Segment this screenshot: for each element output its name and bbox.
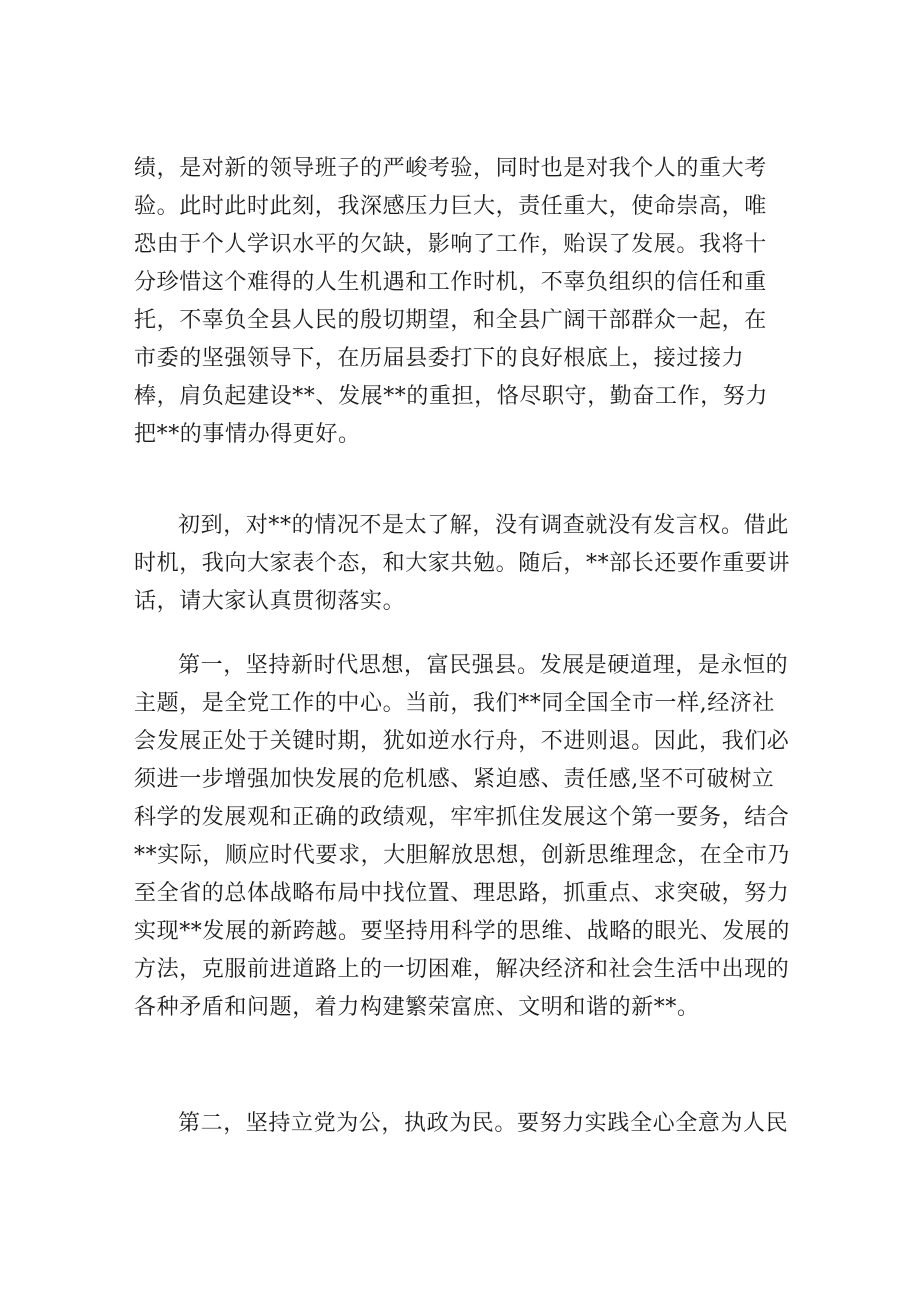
text-line: 方法，克服前进道路上的一切困难，解决经济和社会生活中出现的 bbox=[134, 957, 790, 982]
paragraph-first-point bbox=[134, 647, 798, 1027]
text-line: 主题，是全党工作的中心。当前，我们**同全国全市一样,经济社 bbox=[134, 691, 775, 716]
text-line: 科学的发展观和正确的政绩观，牢牢抓住发展这个第一要务，结合 bbox=[134, 805, 790, 830]
text-line: 验。此时此时此刻，我深感压力巨大，责任重大，使命崇高，唯 bbox=[134, 194, 767, 219]
text-line: 至全省的总体战略布局中找位置、理思路，抓重点、求突破，努力 bbox=[134, 881, 790, 906]
text-line: 分珍惜这个难得的人生机遇和工作时机，不辜负组织的信任和重 bbox=[134, 270, 767, 295]
text-line: 话，请大家认真贯彻落实。 bbox=[134, 589, 406, 614]
text-line: 托，不辜负全县人民的殷切期望，和全县广阔干部群众一起，在 bbox=[134, 308, 767, 333]
text-line: 须进一步增强加快发展的危机感、紧迫感、责任感,坚不可破树立 bbox=[134, 767, 775, 792]
text-line: 绩，是对新的领导班子的严峻考验，同时也是对我个人的重大考 bbox=[134, 156, 767, 181]
text-line: 实现**发展的新跨越。要坚持用科学的思维、战略的眼光、发展的 bbox=[134, 919, 791, 944]
paragraph-second-point bbox=[134, 1105, 798, 1143]
text-line: 会发展正处于关键时期，犹如逆水行舟，不进则退。因此，我们必 bbox=[134, 729, 790, 754]
text-line: 第二，坚持立党为公，执政为民。要努力实践全心全意为人民 bbox=[178, 1111, 789, 1136]
text-line: **实际，顺应时代要求，大胆解放思想，创新思维理念，在全市乃 bbox=[134, 843, 791, 868]
text-line: 时机，我向大家表个态，和大家共勉。随后，**部长还要作重要讲 bbox=[134, 551, 791, 576]
text-line: 第一，坚持新时代思想，富民强县。发展是硬道理，是永恒的 bbox=[178, 653, 789, 678]
text-line: 市委的坚强领导下，在历届县委打下的良好根底上，接过接力 bbox=[134, 346, 745, 371]
paragraph-intro bbox=[134, 507, 798, 621]
text-line: 棒，肩负起建设**、发展**的重担，恪尽职守，勤奋工作，努力 bbox=[134, 384, 769, 409]
text-line: 各种矛盾和问题，着力构建繁荣富庶、文明和谐的新**。 bbox=[134, 995, 700, 1020]
paragraph-continuation bbox=[134, 150, 798, 454]
text-line: 初到，对**的情况不是太了解，没有调查就没有发言权。借此 bbox=[178, 513, 789, 538]
text-line: 把**的事情办得更好。 bbox=[134, 422, 361, 447]
text-line: 恐由于个人学识水平的欠缺，影响了工作，贻误了发展。我将十 bbox=[134, 232, 767, 257]
